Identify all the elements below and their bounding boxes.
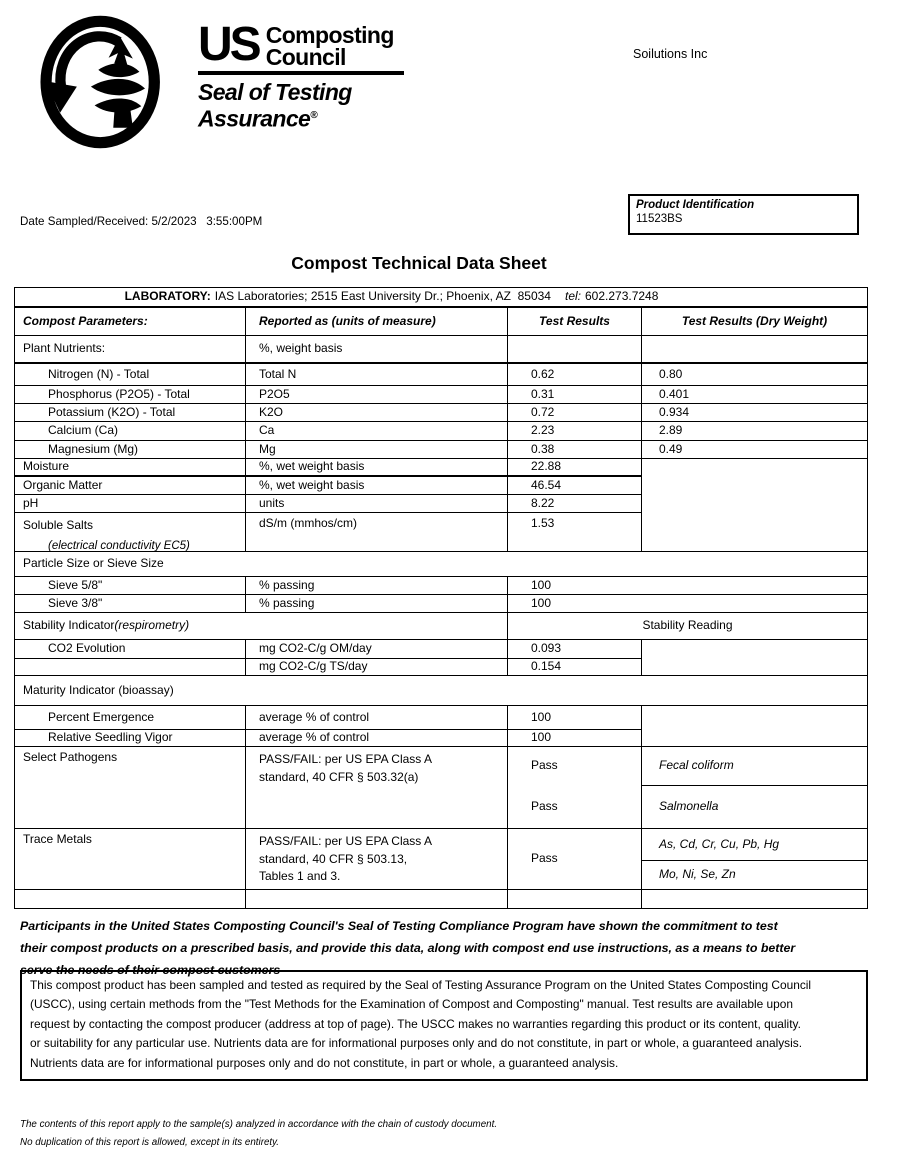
organic-matter-units: %, wet weight basis <box>246 477 508 495</box>
magnesium-param: Magnesium (Mg) <box>15 441 246 459</box>
magnesium-result: 0.38 <box>508 441 642 459</box>
nitrogen-units: Total N <box>246 364 508 386</box>
soluble-salts-param: Soluble Salts (electrical conductivity EC5) <box>15 513 246 552</box>
brand-us-text: US <box>198 18 259 71</box>
organic-matter-param: Organic Matter <box>15 477 246 495</box>
trace-metals-analytes-2: Mo, Ni, Se, Zn <box>642 861 867 890</box>
percent-emergence-param: Percent Emergence <box>15 706 246 730</box>
phosphorus-units: P2O5 <box>246 386 508 404</box>
brand-tagline: Seal of Testing Assurance® <box>198 79 352 132</box>
magnesium-dry: 0.49 <box>642 441 867 459</box>
ph-result: 8.22 <box>508 495 642 513</box>
select-pathogens-units: PASS/FAIL: per US EPA Class A standard, 40 CFR § 503.32(a) <box>246 747 508 829</box>
seedling-vigor-result: 100 <box>508 730 642 747</box>
moisture-result: 22.88 <box>508 459 642 477</box>
co2-evolution-param: CO2 Evolution <box>15 640 246 659</box>
empty-cell <box>642 459 867 552</box>
calcium-result: 2.23 <box>508 422 642 441</box>
col-header-test-results: Test Results <box>508 308 642 336</box>
particle-size-section-header: Particle Size or Sieve Size <box>15 552 867 577</box>
magnesium-units: Mg <box>246 441 508 459</box>
co2-ts-units: mg CO2-C/g TS/day <box>246 659 508 676</box>
plant-nutrients-units: %, weight basis <box>246 336 508 364</box>
sieve-58-units: % passing <box>246 577 508 595</box>
seedling-vigor-units: average % of control <box>246 730 508 747</box>
participants-statement: Participants in the United States Composting Council's Seal of Testing Compliance Program have shown the commitment to test their compost products on a prescribed basis, and provide this data, along with compost end use instructions, as a means to better serve the needs of their compost customers <box>20 919 796 977</box>
date-sampled-label: Date Sampled/Received: <box>20 215 149 228</box>
date-sampled-value: 5/2/2023 3:55:00PM <box>148 215 263 228</box>
laboratory-address: IAS Laboratories; 2515 East University Dr.; Phoenix, AZ 85034 <box>214 289 551 304</box>
potassium-units: K2O <box>246 404 508 422</box>
fecal-coliform-analyte: Fecal coliform <box>642 747 867 786</box>
empty-cell <box>642 640 867 676</box>
brand-name-text: Composting Council <box>265 22 394 70</box>
trace-metals-result: Pass <box>508 829 642 890</box>
phosphorus-result: 0.31 <box>508 386 642 404</box>
calcium-units: Ca <box>246 422 508 441</box>
plant-nutrients-label: Plant Nutrients: <box>15 336 246 364</box>
ph-param: pH <box>15 495 246 513</box>
product-identification-box <box>628 194 859 235</box>
report-footnotes: The contents of this report apply to the sample(s) analyzed in accordance with the chain of custody document. No duplication of this report is allowed, except in its entirety. <box>20 1119 498 1148</box>
co2-om-result: 0.093 <box>508 640 642 659</box>
soluble-salts-note: (electrical conductivity EC5) <box>48 539 190 552</box>
sieve-38-result: 100 <box>508 595 867 613</box>
soluble-salts-result: 1.53 <box>508 513 642 552</box>
laboratory-row <box>15 288 867 308</box>
calcium-param: Calcium (Ca) <box>15 422 246 441</box>
moisture-units: %, wet weight basis <box>246 459 508 477</box>
organic-matter-result: 46.54 <box>508 477 642 495</box>
percent-emergence-units: average % of control <box>246 706 508 730</box>
fecal-coliform-result: Pass <box>531 758 558 773</box>
stability-reading-header: Stability Reading <box>508 613 867 640</box>
empty-cell <box>508 336 642 364</box>
soluble-salts-units: dS/m (mmhos/cm) <box>246 513 508 552</box>
registered-mark: ® <box>310 110 317 121</box>
product-id-label: Product Identification <box>636 199 755 211</box>
col-header-parameters: Compost Parameters: <box>15 308 246 336</box>
calcium-dry: 2.89 <box>642 422 867 441</box>
percent-emergence-result: 100 <box>508 706 642 730</box>
nitrogen-dry: 0.80 <box>642 364 867 386</box>
salmonella-analyte: Salmonella <box>642 786 867 829</box>
brand-wordmark <box>198 18 404 132</box>
page-title: Compost Technical Data Sheet <box>291 253 547 273</box>
trace-metals-analytes-1: As, Cd, Cr, Cu, Pb, Hg <box>642 829 867 861</box>
laboratory-label: LABORATORY: <box>124 289 211 304</box>
col-header-test-results-dry: Test Results (Dry Weight) <box>642 308 867 336</box>
empty-cell <box>15 659 246 676</box>
stability-respirometry-note: (respirometry) <box>114 618 190 633</box>
brand-underline <box>198 71 404 75</box>
potassium-dry: 0.934 <box>642 404 867 422</box>
co2-ts-result: 0.154 <box>508 659 642 676</box>
compost-data-table <box>14 287 868 909</box>
sieve-58-result: 100 <box>508 577 867 595</box>
date-sampled-line <box>20 215 262 228</box>
nitrogen-result: 0.62 <box>508 364 642 386</box>
uscc-recycle-tree-logo-icon <box>28 12 178 152</box>
potassium-result: 0.72 <box>508 404 642 422</box>
ph-units: units <box>246 495 508 513</box>
sieve-38-param: Sieve 3/8" <box>15 595 246 613</box>
empty-cell <box>642 706 867 747</box>
select-pathogens-results <box>508 747 642 829</box>
phosphorus-param: Phosphorus (P2O5) - Total <box>15 386 246 404</box>
empty-cell <box>508 890 642 908</box>
salmonella-result: Pass <box>531 798 558 813</box>
empty-cell <box>15 890 246 908</box>
potassium-param: Potassium (K2O) - Total <box>15 404 246 422</box>
co2-om-units: mg CO2-C/g OM/day <box>246 640 508 659</box>
sieve-58-param: Sieve 5/8" <box>15 577 246 595</box>
sieve-38-units: % passing <box>246 595 508 613</box>
nitrogen-param: Nitrogen (N) - Total <box>15 364 246 386</box>
phosphorus-dry: 0.401 <box>642 386 867 404</box>
moisture-param: Moisture <box>15 459 246 477</box>
col-header-reported-as: Reported as (units of measure) <box>246 308 508 336</box>
stability-section-header: Stability Indicator (respirometry) <box>15 613 508 640</box>
trace-metals-units: PASS/FAIL: per US EPA Class A standard, 40 CFR § 503.13, Tables 1 and 3. <box>246 829 508 890</box>
product-id-value: 11523BS <box>636 213 683 225</box>
trace-metals-param: Trace Metals <box>15 829 246 890</box>
company-name: Soilutions Inc <box>633 47 708 61</box>
disclaimer-box: This compost product has been sampled and tested as required by the Seal of Testing Assurance Program on the United States Composting Council (USCC), using certain methods from the "Test Methods for the Examination of Compost and Composting" manual. Test results are available upon request by contacting the compost producer (address at top of page). The USCC makes no warranties regarding this product or its content, quality. or suitability for any particular use. Nutrients data are for informational purposes only and do not constitute, in part or whole, a guaranteed analysis. Nutrients data are for informational purposes only and do not constitute, in part or whole, a guaranteed analysis. <box>20 970 868 1081</box>
laboratory-tel-label: tel: <box>564 289 581 304</box>
select-pathogens-param: Select Pathogens <box>15 747 246 829</box>
empty-cell <box>642 890 867 908</box>
empty-cell <box>246 890 508 908</box>
laboratory-tel-value: 602.273.7248 <box>585 289 659 304</box>
empty-cell <box>642 336 867 364</box>
seedling-vigor-param: Relative Seedling Vigor <box>15 730 246 747</box>
maturity-section-header: Maturity Indicator (bioassay) <box>15 676 867 706</box>
